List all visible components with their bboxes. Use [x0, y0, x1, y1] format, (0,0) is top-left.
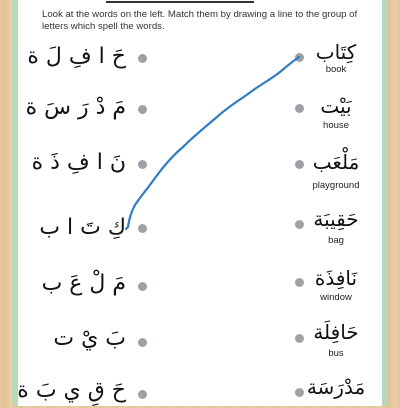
- arabic-word: حَافِلَة: [313, 320, 359, 344]
- letter-group: بَ يْ ت: [53, 326, 126, 351]
- arabic-word: مَدْرَسَة: [306, 375, 366, 399]
- arabic-word: حَقِيبَة: [313, 207, 359, 231]
- match-line-path: [126, 57, 299, 229]
- arabic-word: مَلْعَب: [312, 150, 360, 174]
- letter-group: نَ ا فِ ذَ ة: [31, 150, 126, 175]
- arabic-word: بَيْت: [320, 94, 352, 118]
- letter-group: مَ دْ رَ سَ ة: [25, 95, 126, 120]
- english-gloss: playground: [312, 180, 360, 191]
- english-gloss: window: [320, 292, 352, 303]
- letter-group: حَ قِ ي بَ ة: [17, 378, 126, 403]
- arabic-word: كِتَاب: [315, 40, 357, 64]
- letter-group: مَ لْ عَ ب: [41, 271, 126, 296]
- english-gloss: bus: [328, 348, 344, 359]
- english-gloss: book: [325, 64, 347, 75]
- instructions-text: Look at the words on the left. Match them by drawing a line to the group of letters which spell the words.: [42, 9, 358, 32]
- letter-group: كِ تَ ا ب: [39, 215, 126, 240]
- english-gloss: bag: [328, 235, 344, 246]
- english-gloss: house: [323, 120, 349, 131]
- letter-group: حَ ا فِ لَ ة: [27, 44, 126, 69]
- arabic-word: نَافِذَة: [314, 266, 358, 290]
